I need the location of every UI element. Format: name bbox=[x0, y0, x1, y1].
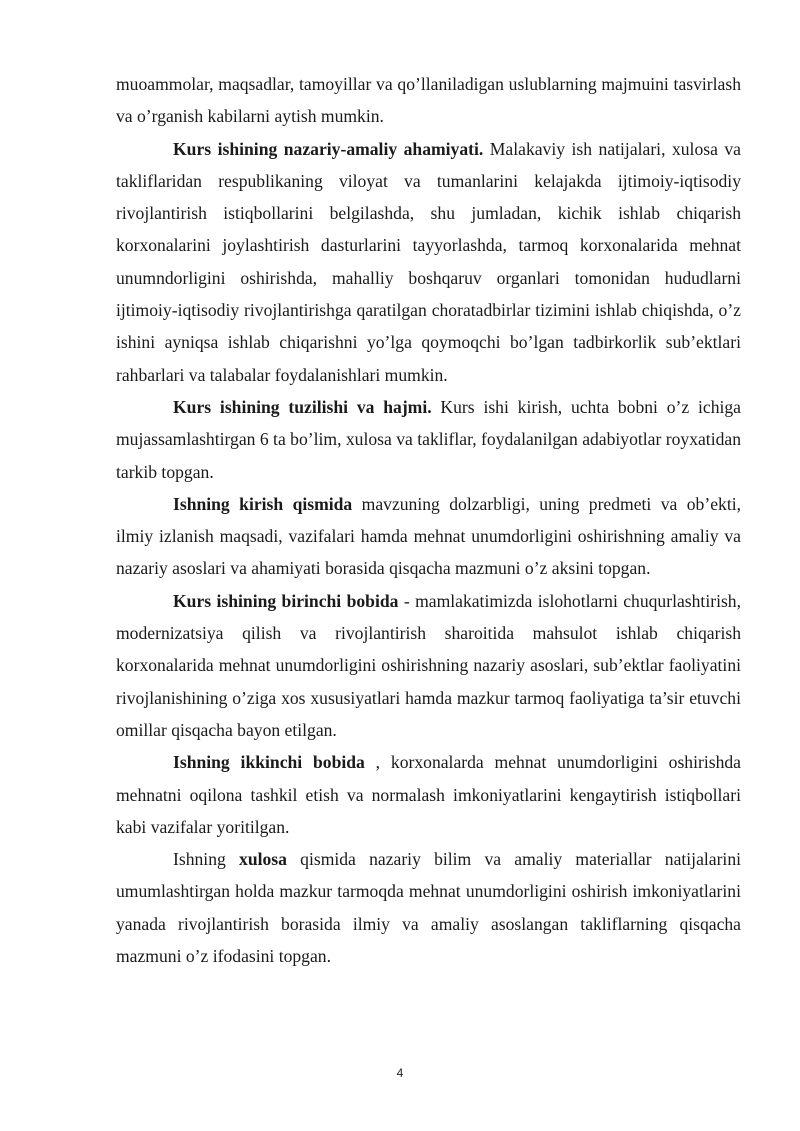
paragraph-conclusion bbox=[116, 843, 741, 972]
paragraph-text: qismida nazariy bilim va amaliy materiallar natijalarini umumlashtirgan holda mazkur tarmoqda mehnat unumdorligini oshirish imkoniyatlarini yanada rivojlantirish borasida ilmiy va amaliy asoslangan takliflarning qisqacha mazmuni o’z ifodasini topgan. bbox=[116, 849, 742, 967]
paragraph-text: muoammolar, maqsadlar, tamoyillar va qo’llaniladigan uslublarning majmuini tasvirlash va o’rganish kabilarni aytish mumkin. bbox=[116, 74, 741, 127]
paragraph-text: Malakaviy ish natijalari, xulosa va takliflaridan respublikaning viloyat va tumanlarini kelajakda ijtimoiy-iqtisodiy rivojlantirish istiqbollarini belgilashda, shu jumladan, kichik ishlab chiqarish korxonalarini joylashtirish dasturlarini tayyorlashda, tarmoq korxonalarida mehnat unumndorligini oshirishda, mahalliy boshqaruv organlari tomonidan hududlarni ijtimoiy-iqtisodiy rivojlantirishga qaratilgan choratadbirlar tizimini ishlab chiqishda, o’z ishini ayniqsa ishlab chiqarishni yo’lga qoymoqchi bo’lgan tadbirkorlik sub’ektlari rahbarlari va talabalar foydalanishlari mumkin. bbox=[116, 138, 741, 385]
paragraph-heading: Kurs ishining tuzilishi va hajmi. bbox=[173, 396, 432, 417]
paragraph-heading: Kurs ishining birinchi bobida bbox=[173, 590, 399, 611]
paragraph-text: , korxonalarda mehnat unumdorligini oshirishda mehnatni oqilona tashkil etish va normalash imkoniyatlarini kengaytirish istiqbollari kabi vazifalar yoritilgan. bbox=[116, 752, 741, 837]
paragraph-structure-volume bbox=[116, 391, 741, 488]
paragraph-text: - mamlakatimizda islohotlarni chuqurlashtirish, modernizatsiya qilish va rivojlantirish sharoitida mahsulot ishlab chiqarish korxonalarida mehnat unumdorligini oshirishning nazariy asoslari, sub’ektlar faoliyatini rivojlanishining o’ziga xos xususiyatlari hamda mazkur tarmoq faoliyatiga ta’sir etuvchi omillar qisqacha bayon etilgan. bbox=[116, 590, 741, 740]
paragraph-introduction-part bbox=[116, 488, 741, 585]
paragraph-heading: Ishning kirish qismida bbox=[173, 493, 353, 514]
paragraph-practical-significance bbox=[116, 133, 741, 391]
paragraph-heading: Ishning ikkinchi bobida bbox=[173, 752, 365, 773]
paragraph-heading: Kurs ishining nazariy-amaliy ahamiyati. bbox=[173, 138, 484, 159]
paragraph-first-chapter bbox=[116, 585, 741, 746]
paragraph-heading: xulosa bbox=[239, 849, 287, 870]
document-page bbox=[116, 68, 741, 972]
paragraph-lead-text: Ishning bbox=[173, 849, 240, 870]
paragraph-text: mavzuning dolzarbligi, uning predmeti va ob’ekti, ilmiy izlanish maqsadi, vazifalari hamda mehnat unumdorligini oshirishning amaliy va nazariy asoslari va ahamiyati borasida qisqacha mazmuni o’z aksini topgan. bbox=[116, 493, 741, 579]
page-number: 4 bbox=[396, 1066, 404, 1080]
paragraph-intro-continuation bbox=[116, 68, 741, 133]
paragraph-text: Kurs ishi kirish, uchta bobni o’z ichiga mujassamlashtirgan 6 ta bo’lim, xulosa va takliflar, foydalanilgan adabiyotlar royxatidan tarkib topgan. bbox=[116, 396, 741, 482]
paragraph-second-chapter bbox=[116, 746, 741, 843]
